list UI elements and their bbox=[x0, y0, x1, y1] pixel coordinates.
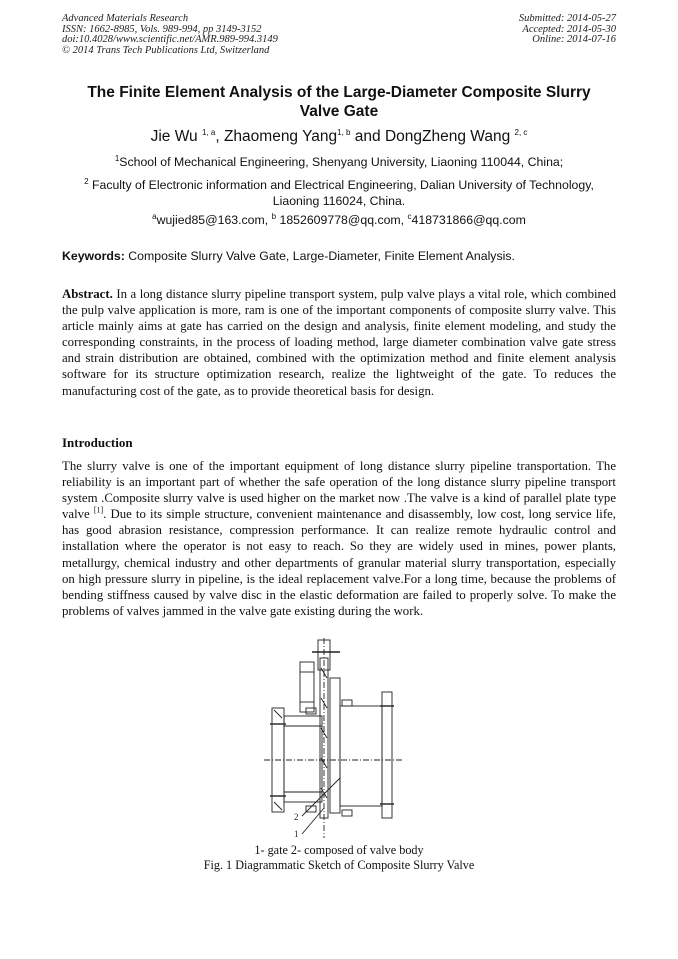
figure-legend: 1- gate 2- composed of valve body bbox=[254, 843, 424, 857]
email-mark: a bbox=[152, 211, 157, 221]
journal-info bbox=[62, 14, 362, 56]
affiliation-text: School of Mechanical Engineering, Shenyang University, Liaoning 110044, China; bbox=[119, 155, 564, 169]
author-list bbox=[62, 128, 616, 146]
left-body-cylinder bbox=[284, 716, 322, 802]
title-line-1: The Finite Element Analysis of the Large-Diameter Composite Slurry bbox=[87, 84, 591, 101]
author-separator: and bbox=[350, 128, 385, 145]
keywords-line bbox=[62, 249, 616, 263]
author-1: Jie Wu bbox=[150, 128, 198, 145]
email-mark: b bbox=[271, 211, 277, 221]
affiliation-1 bbox=[62, 155, 616, 171]
introduction-paragraph bbox=[62, 458, 616, 619]
author-3-affil: 2, c bbox=[514, 127, 528, 137]
intro-text-part-2: . Due to its simple structure, convenient maintenance and disassembly, low cost, long service life, has good abrasion resistance, compression performance. It can realize remote hydraulic control and installation where the operator is not easy to reach. So they are widely used in mines, power plants, metallurgy, chemical industry and other departments of granular material slurry transportation, especially on high pressure slurry in pipeline, is the ideal replacement valve.For a long time, because the problems of bending stiffness caused by valve disc in the elastic deformation are failed to properly solve. To make the problems of valves jammed in the valve gate existing during the work. bbox=[62, 507, 616, 618]
author-2: Zhaomeng Yang bbox=[223, 128, 338, 145]
right-body bbox=[340, 706, 382, 806]
leader-line-2 bbox=[302, 778, 340, 816]
part-label-2: 2 bbox=[294, 812, 299, 822]
copyright-line: © 2014 Trans Tech Publications Ltd, Switzerland bbox=[62, 44, 270, 56]
accepted-date: Accepted: 2014-05-30 bbox=[522, 23, 616, 35]
author-separator: , bbox=[215, 128, 224, 145]
paper-title bbox=[62, 83, 616, 121]
affiliation-2-line-2: Liaoning 116024, China. bbox=[272, 193, 406, 208]
affiliation-mark: 2 bbox=[84, 176, 89, 186]
email-mark: c bbox=[407, 211, 412, 221]
part-label-1: 1 bbox=[294, 829, 299, 839]
submitted-date: Submitted: 2014-05-27 bbox=[518, 13, 616, 24]
right-flange bbox=[382, 692, 392, 818]
author-1-affil: 1, a bbox=[201, 127, 216, 137]
abstract-label: Abstract. bbox=[62, 287, 113, 301]
title-line-2: Valve Gate bbox=[299, 103, 379, 120]
keywords-text: Composite Slurry Valve Gate, Large-Diameter, Finite Element Analysis. bbox=[124, 249, 515, 263]
online-date: Online: 2014-07-16 bbox=[532, 34, 616, 46]
email-a: wujied85@163.com, bbox=[156, 213, 272, 227]
affiliation-2-line-1 bbox=[62, 178, 616, 194]
keywords-label: Keywords: bbox=[62, 249, 125, 263]
bonnet-left-panel bbox=[300, 662, 314, 712]
abstract bbox=[62, 286, 616, 399]
intro-text-part-1: The slurry valve is one of the important equipment of long distance slurry pipeline transportation. The reliability is an important part of whether the safe operation of the long distance slurry pipeline transport system .Composite slurry valve is used higher on the market now .The valve is a kind of parallel plate type valve bbox=[62, 459, 616, 522]
author-3: DongZheng Wang bbox=[384, 128, 511, 145]
email-b: 1852609778@qq.com, bbox=[276, 213, 408, 227]
affiliation-2 bbox=[62, 178, 616, 209]
affiliation-text: Faculty of Electronic information and Electrical Engineering, Dalian University of Technology, bbox=[88, 178, 594, 192]
affiliation-mark: 1 bbox=[114, 153, 120, 163]
right-seat-plate bbox=[330, 678, 340, 813]
author-emails bbox=[62, 213, 616, 229]
email-c: 418731866@qq.com bbox=[411, 213, 526, 227]
abstract-text: In a long distance slurry pipeline transport system, pulp valve plays a vital role, which combined the pulp valve application is more, ram is one of the important components of composite slurry valve. This article mainly aims at gate has carried on the design and analysis, finite element modeling, and study the corresponding constraints, in the process of loading method, large diameter combination valve gate stress and strain distribution are obtained, combined with the optimization method and finite element analysis software for its structure optimization research, realize the lightweight of the gate. To reduces the manufacturing cost of the gate, as to provide theoretical basis for design. bbox=[62, 287, 616, 398]
issn-line: ISSN: 1662-8985, Vols. 989-994, pp 3149-3152 bbox=[62, 23, 262, 35]
section-heading-introduction: Introduction bbox=[62, 435, 133, 450]
submission-dates bbox=[396, 14, 616, 46]
citation-ref: [1] bbox=[93, 506, 104, 516]
doi-line: doi:10.4028/www.scientific.net/AMR.989-994.3149 bbox=[62, 34, 278, 46]
valve-diagram bbox=[220, 638, 450, 843]
author-2-affil: 1, b bbox=[337, 127, 351, 137]
figure-caption: Fig. 1 Diagrammatic Sketch of Composite Slurry Valve bbox=[203, 858, 475, 872]
journal-name: Advanced Materials Research bbox=[62, 13, 189, 24]
